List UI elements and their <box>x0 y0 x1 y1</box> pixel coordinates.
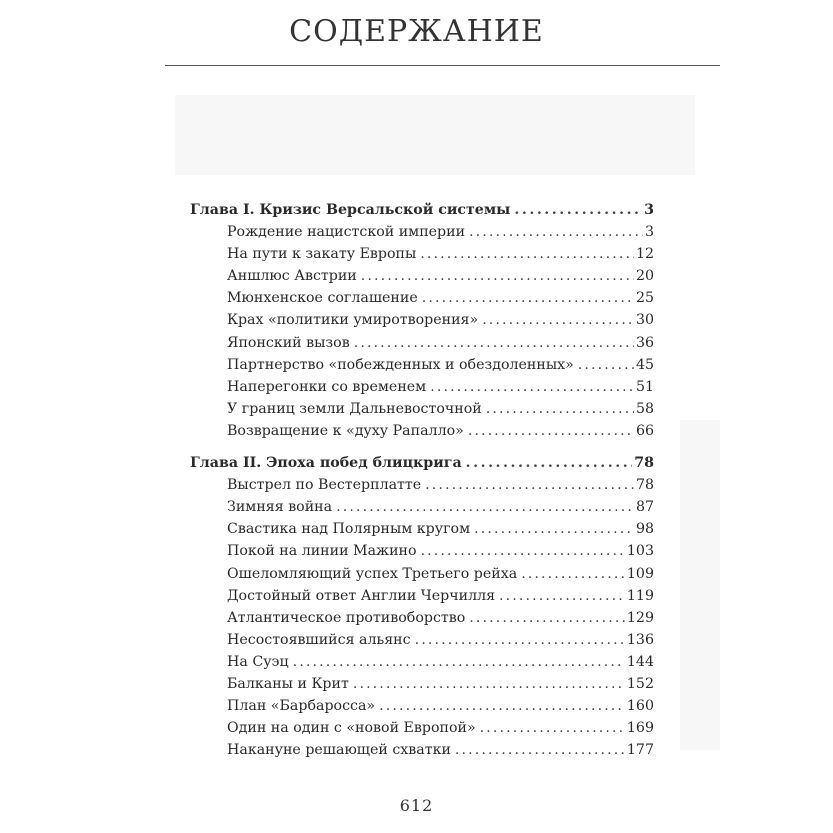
toc-entry-title: Наперегонки со временем <box>227 378 427 395</box>
toc-entry-page: 129 <box>626 609 654 626</box>
toc-entry-page: 36 <box>635 334 654 351</box>
toc-entry-page: 58 <box>635 400 654 417</box>
header-rule <box>165 65 720 66</box>
toc-entry-page: 144 <box>626 653 654 670</box>
toc-section-entry <box>190 717 654 739</box>
dot-leader <box>514 199 642 221</box>
toc-section-entry <box>190 695 654 717</box>
dot-leader <box>430 376 634 398</box>
toc-section-entry <box>190 651 654 673</box>
toc-section-entry <box>190 243 654 265</box>
toc-entry-title: На Суэц <box>227 653 289 670</box>
toc-chapter-entry <box>190 199 654 221</box>
toc-entry-title: Крах «политики умиротворения» <box>227 312 479 329</box>
toc-entry-page: 160 <box>626 698 654 715</box>
dot-leader <box>499 585 625 607</box>
dot-leader <box>425 474 634 496</box>
toc-section-entry <box>190 629 654 651</box>
toc-entry-page: 78 <box>634 455 654 472</box>
dot-leader <box>469 221 643 243</box>
toc-entry-title: Накануне решающей схватки <box>227 742 451 759</box>
toc-entry-page: 30 <box>635 312 654 329</box>
toc-entry-page: 119 <box>626 587 654 604</box>
toc-entry-title: Один на один с «новой Европой» <box>227 720 476 737</box>
toc-section-entry <box>190 496 654 518</box>
toc-section-entry <box>190 420 654 442</box>
toc-entry-title: Достойный ответ Англии Черчилля <box>227 587 496 604</box>
toc-section-entry <box>190 332 654 354</box>
toc-entry-page: 78 <box>635 477 654 494</box>
dot-leader <box>421 540 625 562</box>
toc-section-entry <box>190 265 654 287</box>
toc-section-entry <box>190 376 654 398</box>
dot-leader <box>361 265 634 287</box>
toc-entry-page: 169 <box>626 720 654 737</box>
toc-section-entry <box>190 673 654 695</box>
dot-leader <box>466 452 633 474</box>
toc-entry-page: 87 <box>635 499 654 516</box>
dot-leader <box>354 332 634 354</box>
dot-leader <box>422 287 634 309</box>
toc-entry-title: Выстрел по Вестерплатте <box>227 477 422 494</box>
dot-leader <box>480 717 625 739</box>
toc-section-entry <box>190 309 654 331</box>
toc-section-entry <box>190 518 654 540</box>
toc-entry-page: 3 <box>644 224 654 241</box>
toc-entry-title: Японский вызов <box>227 334 350 351</box>
toc-entry-page: 20 <box>635 268 654 285</box>
toc-entry-page: 66 <box>635 422 654 439</box>
dot-leader <box>521 563 625 585</box>
toc-entry-title: Аншлюс Австрии <box>227 268 357 285</box>
scan-bleed-through <box>680 420 720 750</box>
toc-entry-title: Глава I. Кризис Версальской системы <box>190 202 511 218</box>
dot-leader <box>486 398 634 420</box>
toc-entry-title: Рождение нацистской империи <box>227 224 466 241</box>
page-number: 612 <box>399 796 434 815</box>
toc-entry-page: 177 <box>626 742 654 759</box>
toc-entry-title: Несостоявшийся альянс <box>227 631 411 648</box>
page-title: СОДЕРЖАНИЕ <box>289 14 544 49</box>
toc-section-entry <box>190 563 654 585</box>
toc-section-entry <box>190 540 654 562</box>
toc-section-entry <box>190 354 654 376</box>
toc-entry-title: Партнерство «побежденных и обездоленных» <box>227 356 574 373</box>
toc-section-entry <box>190 474 654 496</box>
toc-entry-page: 45 <box>635 356 654 373</box>
toc-entry-title: Возвращение к «духу Рапалло» <box>227 422 464 439</box>
dot-leader <box>474 518 634 540</box>
toc-entry-page: 12 <box>635 246 654 263</box>
toc-section-entry <box>190 739 654 761</box>
dot-leader <box>578 354 634 376</box>
dot-leader <box>336 496 634 518</box>
toc-entry-page: 136 <box>626 631 654 648</box>
toc-entry-title: Ошеломляющий успех Третьего рейха <box>227 565 518 582</box>
dot-leader <box>468 420 634 442</box>
dot-leader <box>420 243 634 265</box>
table-of-contents <box>190 199 654 761</box>
toc-section-entry <box>190 607 654 629</box>
toc-entry-page: 152 <box>626 675 654 692</box>
toc-entry-title: На пути к закату Европы <box>227 246 417 263</box>
toc-entry-page: 98 <box>635 521 654 538</box>
toc-section-entry <box>190 398 654 420</box>
toc-section-entry <box>190 585 654 607</box>
toc-entry-title: Свастика над Полярным кругом <box>227 521 471 538</box>
scan-bleed-through <box>175 95 695 175</box>
toc-section-entry <box>190 221 654 243</box>
toc-entry-page: 3 <box>644 202 654 218</box>
dot-leader <box>353 673 625 695</box>
toc-entry-title: План «Барбаросса» <box>227 698 376 715</box>
toc-entry-title: Покой на линии Мажино <box>227 543 417 560</box>
dot-leader <box>415 629 625 651</box>
toc-entry-title: Балканы и Крит <box>227 675 349 692</box>
toc-chapter-entry <box>190 452 654 474</box>
dot-leader <box>455 739 625 761</box>
dot-leader <box>379 695 625 717</box>
toc-entry-title: Глава II. Эпоха побед блицкрига <box>190 455 462 472</box>
dot-leader <box>482 309 634 331</box>
toc-entry-title: Атлантическое противоборство <box>227 609 466 626</box>
toc-entry-page: 25 <box>635 290 654 307</box>
toc-entry-page: 103 <box>626 543 654 560</box>
toc-section-entry <box>190 287 654 309</box>
toc-entry-title: У границ земли Дальневосточной <box>227 400 482 417</box>
toc-entry-title: Мюнхенское соглашение <box>227 290 418 307</box>
dot-leader <box>469 607 625 629</box>
toc-entry-page: 109 <box>626 565 654 582</box>
dot-leader <box>293 651 625 673</box>
toc-entry-page: 51 <box>635 378 654 395</box>
toc-entry-title: Зимняя война <box>227 499 333 516</box>
